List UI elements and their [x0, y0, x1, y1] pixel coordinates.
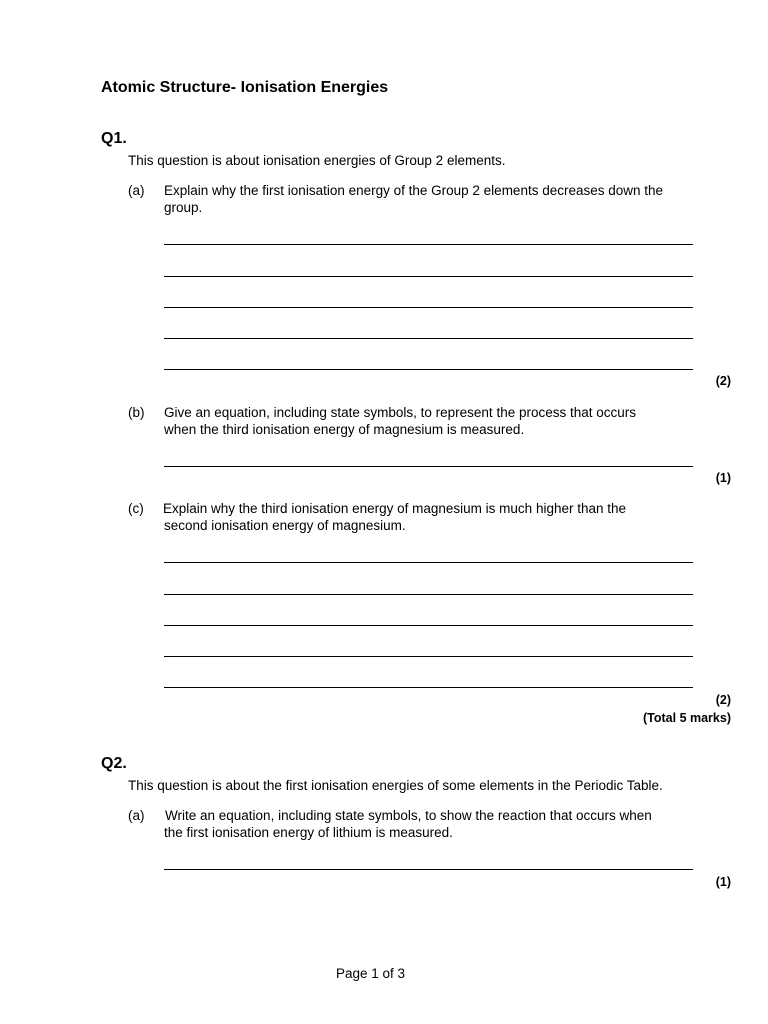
answer-line[interactable]: [164, 244, 693, 245]
q1-part-a-label: (a): [128, 183, 145, 198]
answer-line[interactable]: [164, 869, 693, 870]
q1-part-c-label: (c): [128, 501, 144, 516]
q1-total-marks: (Total 5 marks): [643, 711, 731, 725]
question-2-number: Q2.: [101, 755, 127, 772]
q1-part-a-text-line1: Explain why the first ionisation energy of the Group 2 elements decreases down the: [164, 183, 664, 198]
answer-line[interactable]: [164, 338, 693, 339]
page-number: Page 1 of 3: [336, 966, 406, 981]
q1-part-a-marks: (2): [715, 374, 731, 388]
q1-part-b-text-line2: when the third ionisation energy of magnesium is measured.: [164, 422, 525, 437]
answer-line[interactable]: [164, 594, 693, 595]
q2-part-a-label: (a): [128, 808, 145, 823]
q1-part-b-text-line1: Give an equation, including state symbols, to represent the process that occurs: [164, 405, 637, 420]
q2-part-a-text-line2: the first ionisation energy of lithium is measured.: [164, 825, 453, 840]
question-2-intro: This question is about the first ionisation energies of some elements in the Periodic Table.: [128, 778, 663, 793]
q1-part-c-text-line2: second ionisation energy of magnesium.: [164, 518, 406, 533]
q1-part-b-marks: (1): [715, 471, 731, 485]
question-1-number: Q1.: [101, 130, 127, 147]
q2-part-a-text-line1: Write an equation, including state symbols, to show the reaction that occurs when: [165, 808, 652, 823]
q1-part-c-marks: (2): [715, 693, 731, 707]
answer-line[interactable]: [164, 687, 693, 688]
q2-part-a-marks: (1): [715, 875, 731, 889]
answer-line[interactable]: [164, 466, 693, 467]
answer-line[interactable]: [164, 562, 693, 563]
q1-part-b-label: (b): [128, 405, 145, 420]
answer-line[interactable]: [164, 369, 693, 370]
question-1-intro: This question is about ionisation energies of Group 2 elements.: [128, 153, 506, 168]
page-title: Atomic Structure- Ionisation Energies: [101, 79, 389, 96]
answer-line[interactable]: [164, 307, 693, 308]
answer-line[interactable]: [164, 276, 693, 277]
q1-part-a-text-line2: group.: [164, 200, 203, 215]
q1-part-c-text-line1: Explain why the third ionisation energy of magnesium is much higher than the: [163, 501, 627, 516]
answer-line[interactable]: [164, 656, 693, 657]
answer-line[interactable]: [164, 625, 693, 626]
